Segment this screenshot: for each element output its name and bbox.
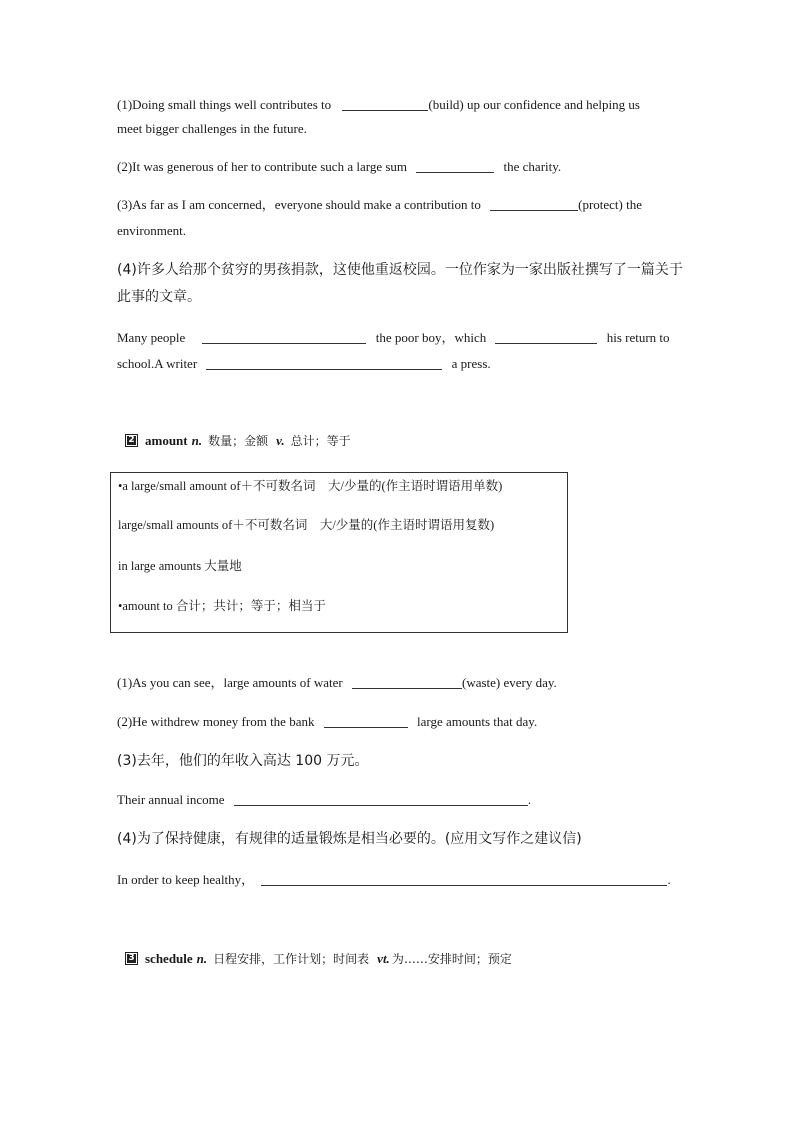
q2-text: (2)He withdrew money from the bank	[117, 714, 315, 729]
q1-text: (1)As you can see，large amounts of water	[117, 675, 343, 690]
q1-text-after: (build) up our confidence and helping us	[428, 97, 640, 112]
usage-box	[110, 472, 568, 633]
q4-text: school.A writer	[117, 356, 198, 371]
part-of-speech: n.	[196, 950, 208, 966]
part-of-speech: v.	[276, 432, 285, 448]
q4-text-mid: the poor boy，which	[375, 330, 487, 345]
amount-q4-chinese: (4)为了保持健康，有规律的适量锻炼是相当必要的。(应用文写作之建议信)	[117, 831, 582, 847]
answer-blank[interactable]	[202, 331, 366, 344]
meaning: 日程安排，工作计划；时间表	[213, 952, 370, 966]
amount-q2	[117, 714, 537, 730]
q4-period: .	[667, 872, 671, 887]
amount-q4-english	[117, 872, 671, 888]
usage-line: •a large/small amount of＋不可数名词 大/少量的(作主语时谓语用单数)	[118, 479, 503, 493]
contribute-q1-line2: meet bigger challenges in the future.	[117, 121, 307, 136]
meaning: 数量；金额	[208, 434, 269, 448]
usage-line: large/small amounts of＋不可数名词 大/少量的(作主语时谓语用复数)	[118, 518, 495, 532]
usage-line: in large amounts 大量地	[118, 559, 242, 573]
answer-blank[interactable]	[324, 715, 408, 728]
q2-text-after: large amounts that day.	[416, 714, 538, 729]
contribute-q4-english-line1	[117, 330, 670, 346]
part-of-speech: vt.	[377, 950, 390, 966]
q2-text-after: the charity.	[503, 159, 562, 174]
contribute-q1-line1	[117, 97, 640, 113]
contribute-q4-chinese-line2: 此事的文章。	[117, 289, 201, 305]
q3-text-after: (protect) the	[578, 197, 643, 212]
answer-blank[interactable]	[352, 676, 462, 689]
section-number-badge: 2	[125, 434, 138, 447]
usage-line: •amount to 合计；共计；等于；相当于	[118, 599, 326, 613]
q3-period: .	[527, 792, 532, 807]
headword: amount	[145, 432, 188, 448]
contribute-q4-english-line2	[117, 356, 491, 372]
part-of-speech: n.	[191, 432, 203, 448]
q4-text: In order to keep healthy，	[117, 872, 255, 887]
q2-text: (2)It was generous of her to contribute such a large sum	[117, 159, 408, 174]
q1-text: (1)Doing small things well contributes to	[117, 97, 332, 112]
contribute-q3-line2: environment.	[117, 223, 186, 238]
contribute-q2	[117, 159, 561, 175]
answer-blank[interactable]	[490, 198, 578, 211]
q3-text: (3)As far as I am concerned，everyone should make a contribution to	[117, 197, 481, 212]
answer-blank[interactable]	[206, 357, 442, 370]
meaning: 总计；等于	[290, 434, 351, 448]
q4-text-end: a press.	[451, 356, 491, 371]
answer-blank[interactable]	[342, 98, 428, 111]
amount-q1	[117, 675, 557, 691]
q4-text-end: his return to	[606, 330, 670, 345]
answer-blank[interactable]	[234, 793, 528, 806]
q3-text: Their annual income	[117, 792, 225, 807]
amount-q3-chinese: (3)去年，他们的年收入高达 100 万元。	[117, 753, 369, 769]
meaning: 为……安排时间；预定	[391, 952, 512, 966]
answer-blank[interactable]	[495, 331, 597, 344]
contribute-q4-chinese-line1: (4)许多人给那个贫穷的男孩捐款，这使他重返校园。一位作家为一家出版社撰写了一篇关于	[117, 262, 683, 278]
contribute-q3-line1	[117, 197, 642, 213]
answer-blank[interactable]	[261, 873, 667, 886]
section-2-heading	[125, 432, 351, 449]
q1-text-after: (waste) every day.	[462, 675, 557, 690]
section-3-heading	[125, 950, 512, 967]
section-number-badge: 3	[125, 952, 138, 965]
q4-text: Many people	[117, 330, 186, 345]
answer-blank[interactable]	[416, 160, 494, 173]
headword: schedule	[145, 950, 193, 966]
amount-q3-english	[117, 792, 531, 808]
